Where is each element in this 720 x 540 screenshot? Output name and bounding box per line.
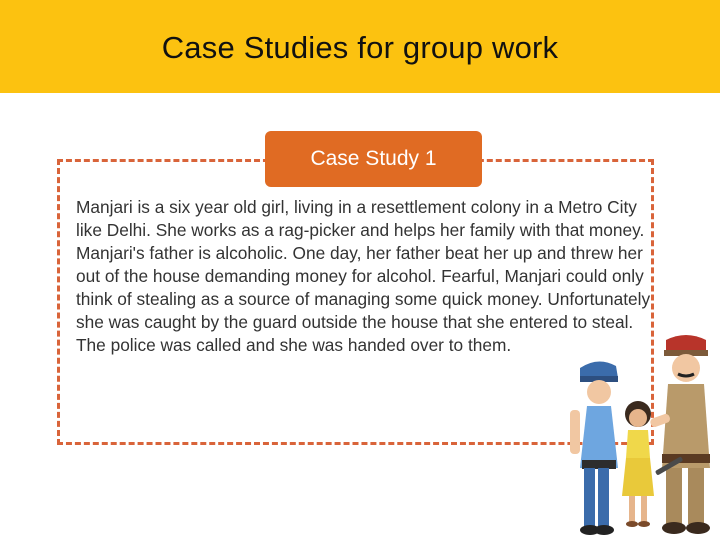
girl-figure	[622, 401, 654, 527]
policeman-figure	[649, 335, 710, 534]
case-study-tab: Case Study 1	[265, 131, 482, 187]
case-study-text: Manjari is a six year old girl, living in a resettlement colony in a Metro City like Delhi. She works as a rag-picker and helps her family with that money. Manjari's father is alcoholic. One day, her father beat her up and threw her out of the house demanding money for alcohol. Fearful, Manjari could only think of stealing as a source of managing some quick money. Unfortunately she was caught by the guard outside the house that she entered to steal. The police was called and she was handed over to them.	[76, 197, 651, 355]
guard-figure	[570, 361, 618, 535]
slide-title: Case Studies for group work	[161, 30, 559, 65]
police-and-girl-illustration	[568, 318, 720, 540]
